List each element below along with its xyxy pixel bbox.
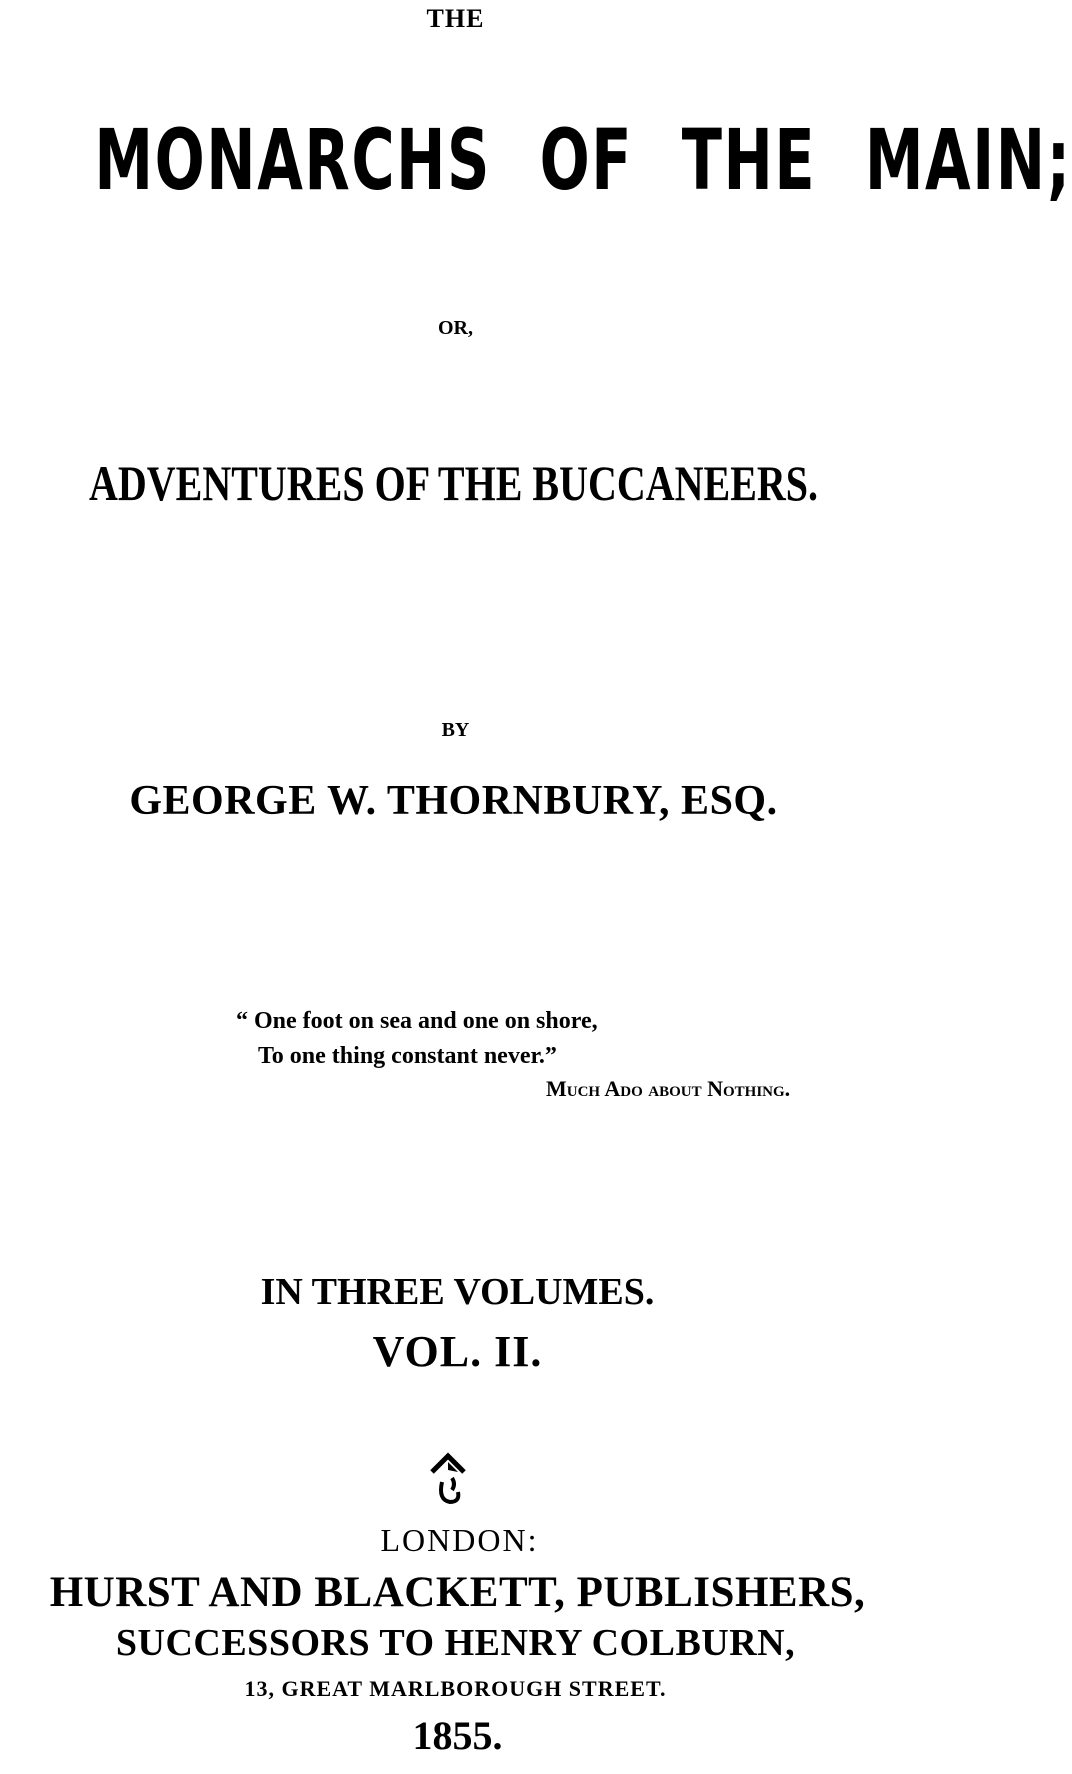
imprint-year: 1855. bbox=[412, 1713, 503, 1758]
subtitle: ADVENTURES OF THE BUCCANEERS. bbox=[88, 455, 819, 511]
epigraph-line-2: To one thing constant never.” bbox=[258, 1043, 557, 1069]
epigraph-attribution: Much Ado about Nothing. bbox=[546, 1076, 791, 1101]
imprint-address: 13, GREAT MARLBOROUGH STREET. bbox=[244, 1676, 667, 1701]
or-connector: OR, bbox=[438, 317, 473, 339]
imprint-publisher: HURST AND BLACKETT, PUBLISHERS, bbox=[49, 1569, 866, 1616]
volume-number: VOL. II. bbox=[372, 1327, 543, 1376]
author-name: GEORGE W. THORNBURY, ESQ. bbox=[129, 778, 778, 824]
printers-device-icon bbox=[428, 1452, 468, 1510]
volume-count: IN THREE VOLUMES. bbox=[260, 1271, 655, 1313]
main-title: MONARCHS OF THE MAIN; bbox=[94, 111, 1072, 209]
title-article: THE bbox=[426, 4, 485, 33]
imprint-successors: SUCCESSORS TO HENRY COLBURN, bbox=[115, 1622, 796, 1664]
by-line: BY bbox=[441, 719, 470, 741]
imprint-city: LONDON: bbox=[380, 1522, 539, 1558]
epigraph-line-1: “ One foot on sea and one on shore, bbox=[236, 1008, 598, 1034]
